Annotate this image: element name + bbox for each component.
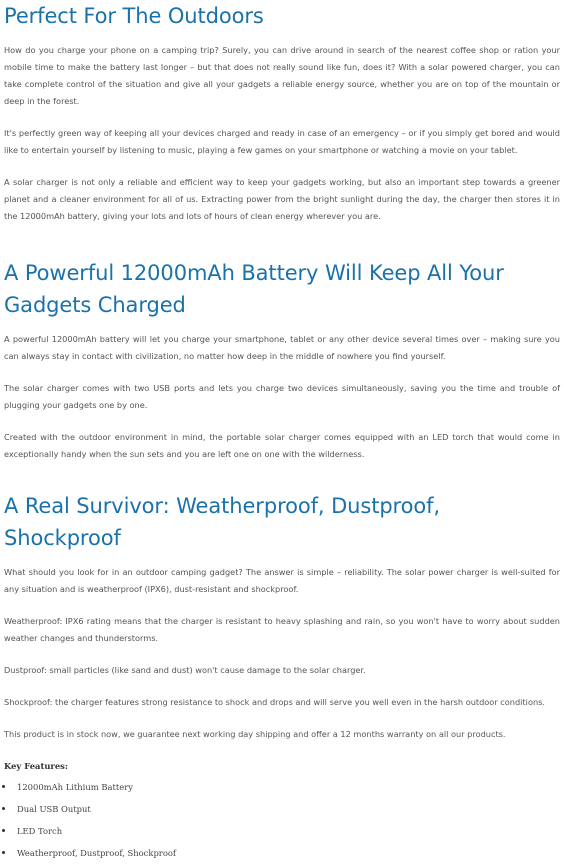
paragraph: How do you charge your phone on a camping trip? Surely, you can drive around in search of the nearest coffee shop or ration your mobile time to make the battery last longer – but that does not really sound like fun, does it? With a solar powered charger, you can take complete control of the situation and give all your gadgets a reliable energy source, whether you are on top of the mountain or deep in the forest. — [4, 45, 560, 106]
section-heading-battery: A Powerful 12000mAh Battery Will Keep All Your Gadgets Charged — [4, 261, 504, 317]
key-features-title: Key Features: — [4, 761, 68, 771]
list-item-label: Weatherproof, Dustproof, Shockproof — [17, 848, 177, 858]
paragraph: A powerful 12000mAh battery will let you charge your smartphone, tablet or any other device several times over – making sure you can always stay in contact with civilization, no matter how deep in the middle of nowhere you find yourself. — [4, 334, 560, 361]
section-heading-survivor: A Real Survivor: Weatherproof, Dustproof, Shockproof — [4, 494, 440, 550]
section-heading-outdoors: Perfect For The Outdoors — [4, 4, 264, 28]
paragraph: This product is in stock now, we guarantee next working day shipping and offer a 12 months warranty on all our products. — [4, 729, 506, 739]
paragraph: It's perfectly green way of keeping all your devices charged and ready in case of an emergency – or if you simply get bored and would like to entertain yourself by listening to music, playing a few games on your smartphone or watching a movie on your tablet. — [4, 128, 560, 155]
paragraph: What should you look for in an outdoor camping gadget? The answer is simple – reliability. The solar power charger is well-suited for any situation and is weatherproof (IPX6), dust-resistant and shockproof. — [4, 567, 560, 594]
paragraph: The solar charger comes with two USB ports and lets you charge two devices simultaneously, saving you the time and trouble of plugging your gadgets one by one. — [4, 383, 560, 410]
paragraph: Shockproof: the charger features strong resistance to shock and drops and will serve you well even in the harsh outdoor conditions. — [4, 697, 546, 707]
key-features-list — [4, 776, 560, 864]
list-item — [4, 842, 560, 864]
product-description — [4, 0, 560, 864]
bullet-icon — [2, 785, 5, 788]
paragraph: Created with the outdoor environment in mind, the portable solar charger comes equipped with an LED torch that would come in exceptionally handy when the sun sets and you are left one on one with the wilderness. — [4, 432, 560, 459]
list-item — [4, 798, 560, 820]
list-item-label: LED Torch — [17, 826, 63, 836]
section-survivor — [4, 490, 560, 743]
list-item-label: 12000mAh Lithium Battery — [17, 782, 133, 792]
list-item — [4, 776, 560, 798]
section-outdoors — [4, 0, 560, 225]
paragraph: Dustproof: small particles (like sand and dust) won't cause damage to the solar charger. — [4, 665, 366, 675]
list-item-label: Dual USB Output — [17, 804, 91, 814]
paragraph: Weatherproof: IPX6 rating means that the charger is resistant to heavy splashing and rain, so you won't have to worry about sudden weather changes and thunderstorms. — [4, 616, 560, 643]
bullet-icon — [2, 829, 5, 832]
bullet-icon — [2, 851, 5, 854]
list-item — [4, 820, 560, 842]
section-battery — [4, 257, 560, 463]
bullet-icon — [2, 807, 5, 810]
paragraph: A solar charger is not only a reliable and efficient way to keep your gadgets working, but also an important step towards a greener planet and a cleaner environment for all of us. Extracting power from the bright sunlight during the day, the charger then stores it in the 12000mAh battery, giving your lots and lots of hours of clean energy wherever you are. — [4, 177, 560, 221]
key-features — [4, 759, 560, 864]
